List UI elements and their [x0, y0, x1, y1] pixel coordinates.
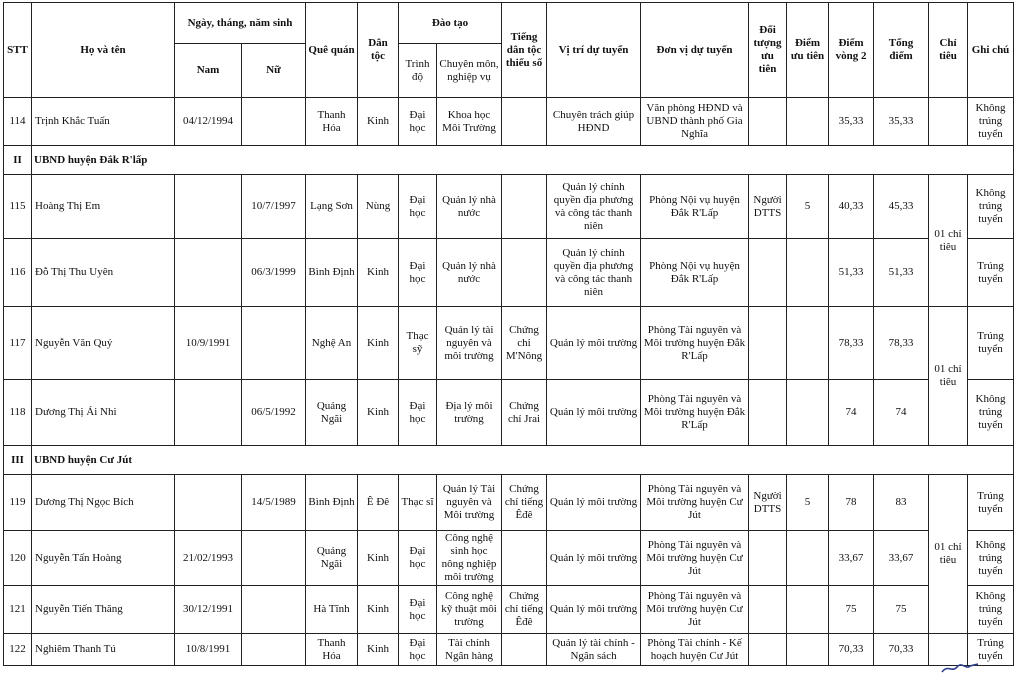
- cell-male: [175, 475, 242, 531]
- header-note: Ghi chú: [968, 3, 1014, 98]
- cell-name: Nguyễn Tiến Thăng: [32, 586, 175, 634]
- header-dob: Ngày, tháng, năm sinh: [175, 3, 306, 44]
- cell-stt: 119: [4, 475, 32, 531]
- cell-position: Quản lý môi trường: [547, 475, 641, 531]
- cell-ethnic: Kinh: [358, 98, 399, 146]
- cell-position: Quản lý môi trường: [547, 380, 641, 446]
- cell-note: Trúng tuyển: [968, 307, 1014, 380]
- cell-male: 10/9/1991: [175, 307, 242, 380]
- cell-unit: Phòng Tài nguyên và Môi trường huyện Cư Jút: [641, 531, 749, 586]
- cell-level: Thạc sĩ: [399, 475, 437, 531]
- cell-total: 83: [874, 475, 929, 531]
- section-title: UBND huyện Cư Jút: [32, 446, 1014, 475]
- cell-male: 30/12/1991: [175, 586, 242, 634]
- cell-stt: 117: [4, 307, 32, 380]
- cell-priority-score: [787, 531, 829, 586]
- header-unit: Đơn vị dự tuyển: [641, 3, 749, 98]
- cell-unit: Văn phòng HĐND và UBND thành phố Gia Nghĩa: [641, 98, 749, 146]
- cell-male: 04/12/1994: [175, 98, 242, 146]
- section-title: UBND huyện Đắk R'lấp: [32, 146, 1014, 175]
- cell-major: Quản lý Tài nguyên và Môi trường: [437, 475, 502, 531]
- cell-ethnic: Ê Đê: [358, 475, 399, 531]
- cell-round2: 74: [829, 380, 874, 446]
- table-row: [4, 98, 1014, 146]
- cell-quota: [929, 98, 968, 146]
- cell-stt: 115: [4, 175, 32, 239]
- cell-major: Quản lý nhà nước: [437, 239, 502, 307]
- cell-note: Trúng tuyển: [968, 239, 1014, 307]
- cell-position: Quản lý chính quyền địa phương và công tác thanh niên: [547, 239, 641, 307]
- section-row: [4, 446, 1014, 475]
- cell-note: Không trúng tuyển: [968, 175, 1014, 239]
- cell-female: 14/5/1989: [242, 475, 306, 531]
- cell-stt: 121: [4, 586, 32, 634]
- table-row: [4, 175, 1014, 239]
- cell-ethnic: Kinh: [358, 531, 399, 586]
- cell-lang: [502, 239, 547, 307]
- cell-female: [242, 307, 306, 380]
- cell-female: [242, 531, 306, 586]
- cell-major: Quản lý nhà nước: [437, 175, 502, 239]
- cell-stt: 118: [4, 380, 32, 446]
- cell-major: Tài chính Ngân hàng: [437, 634, 502, 666]
- cell-name: Nguyễn Văn Quý: [32, 307, 175, 380]
- cell-level: Thạc sỹ: [399, 307, 437, 380]
- header-quota: Chỉ tiêu: [929, 3, 968, 98]
- cell-unit: Phòng Nội vụ huyện Đắk R'Lấp: [641, 239, 749, 307]
- cell-major: Quản lý tài nguyên và môi trường: [437, 307, 502, 380]
- cell-lang: [502, 634, 547, 666]
- table-row: [4, 307, 1014, 380]
- cell-priority-group: [749, 307, 787, 380]
- cell-priority-score: [787, 634, 829, 666]
- header-hometown: Quê quán: [306, 3, 358, 98]
- cell-lang: [502, 175, 547, 239]
- cell-note: Không trúng tuyển: [968, 586, 1014, 634]
- cell-total: 45,33: [874, 175, 929, 239]
- cell-note: Không trúng tuyển: [968, 380, 1014, 446]
- cell-position: Chuyên trách giúp HĐND: [547, 98, 641, 146]
- cell-ethnic: Kinh: [358, 586, 399, 634]
- cell-hometown: Lạng Sơn: [306, 175, 358, 239]
- header-female: Nữ: [242, 44, 306, 98]
- cell-lang: [502, 531, 547, 586]
- cell-priority-score: [787, 586, 829, 634]
- cell-priority-score: [787, 307, 829, 380]
- cell-priority-score: [787, 380, 829, 446]
- header-ethnic: Dân tộc: [358, 3, 399, 98]
- cell-note: Không trúng tuyển: [968, 531, 1014, 586]
- cell-male: [175, 380, 242, 446]
- cell-total: 33,67: [874, 531, 929, 586]
- cell-note: Trúng tuyển: [968, 634, 1014, 666]
- cell-priority-score: [787, 239, 829, 307]
- cell-unit: Phòng Tài nguyên và Môi trường huyện Đắk R'Lấp: [641, 307, 749, 380]
- cell-position: Quản lý tài chính - Ngân sách: [547, 634, 641, 666]
- cell-note: Trúng tuyển: [968, 475, 1014, 531]
- cell-name: Hoàng Thị Em: [32, 175, 175, 239]
- cell-level: Đại học: [399, 239, 437, 307]
- cell-major: Công nghệ kỹ thuật môi trường: [437, 586, 502, 634]
- cell-lang: Chứng chỉ Jrai: [502, 380, 547, 446]
- cell-female: [242, 98, 306, 146]
- cell-round2: 51,33: [829, 239, 874, 307]
- cell-round2: 78,33: [829, 307, 874, 380]
- header-stt: STT: [4, 3, 32, 98]
- cell-male: [175, 239, 242, 307]
- cell-female: [242, 634, 306, 666]
- cell-level: Đại học: [399, 586, 437, 634]
- header-priority-group: Đối tượng ưu tiên: [749, 3, 787, 98]
- cell-position: Quản lý môi trường: [547, 531, 641, 586]
- cell-unit: Phòng Tài nguyên và Môi trường huyện Cư Jút: [641, 475, 749, 531]
- header-level: Trình độ: [399, 44, 437, 98]
- cell-priority-score: 5: [787, 475, 829, 531]
- cell-quota: 01 chỉ tiêu: [929, 475, 968, 634]
- cell-lang: Chứng chỉ tiếng Êđê: [502, 586, 547, 634]
- table-row: [4, 380, 1014, 446]
- cell-hometown: Bình Định: [306, 475, 358, 531]
- cell-ethnic: Nùng: [358, 175, 399, 239]
- cell-name: Dương Thị Ngọc Bích: [32, 475, 175, 531]
- cell-lang: Chứng chỉ tiếng Êđê: [502, 475, 547, 531]
- cell-male: 10/8/1991: [175, 634, 242, 666]
- cell-major: Địa lý môi trường: [437, 380, 502, 446]
- cell-level: Đại học: [399, 634, 437, 666]
- cell-position: Quản lý môi trường: [547, 586, 641, 634]
- cell-priority-group: [749, 586, 787, 634]
- header-name: Họ và tên: [32, 3, 175, 98]
- cell-unit: Phòng Tài chính - Kế hoạch huyện Cư Jút: [641, 634, 749, 666]
- cell-round2: 70,33: [829, 634, 874, 666]
- cell-female: 06/3/1999: [242, 239, 306, 307]
- cell-round2: 78: [829, 475, 874, 531]
- cell-round2: 35,33: [829, 98, 874, 146]
- cell-female: 06/5/1992: [242, 380, 306, 446]
- cell-round2: 75: [829, 586, 874, 634]
- cell-hometown: Thanh Hóa: [306, 634, 358, 666]
- cell-name: Dương Thị Ái Nhi: [32, 380, 175, 446]
- cell-level: Đại học: [399, 380, 437, 446]
- cell-total: 51,33: [874, 239, 929, 307]
- header-male: Nam: [175, 44, 242, 98]
- cell-quota: 01 chỉ tiêu: [929, 175, 968, 307]
- cell-priority-score: 5: [787, 175, 829, 239]
- cell-hometown: Thanh Hóa: [306, 98, 358, 146]
- cell-name: Trịnh Khắc Tuấn: [32, 98, 175, 146]
- cell-stt: 114: [4, 98, 32, 146]
- cell-female: 10/7/1997: [242, 175, 306, 239]
- table-row: [4, 586, 1014, 634]
- cell-priority-group: [749, 634, 787, 666]
- section-row: [4, 146, 1014, 175]
- cell-lang: [502, 98, 547, 146]
- cell-ethnic: Kinh: [358, 239, 399, 307]
- cell-name: Nghiêm Thanh Tú: [32, 634, 175, 666]
- header-training: Đào tạo: [399, 3, 502, 44]
- cell-major: Khoa học Môi Trường: [437, 98, 502, 146]
- cell-level: Đại học: [399, 98, 437, 146]
- cell-male: [175, 175, 242, 239]
- cell-total: 75: [874, 586, 929, 634]
- cell-hometown: Quảng Ngãi: [306, 531, 358, 586]
- cell-ethnic: Kinh: [358, 634, 399, 666]
- cell-priority-group: Người DTTS: [749, 175, 787, 239]
- header-position: Vị trí dự tuyển: [547, 3, 641, 98]
- cell-ethnic: Kinh: [358, 307, 399, 380]
- cell-hometown: Nghệ An: [306, 307, 358, 380]
- section-number: III: [4, 446, 32, 475]
- results-table: [3, 2, 1014, 666]
- header-row-1: [4, 3, 1014, 44]
- cell-stt: 122: [4, 634, 32, 666]
- table-row: [4, 239, 1014, 307]
- cell-name: Đỗ Thị Thu Uyên: [32, 239, 175, 307]
- cell-unit: Phòng Nội vụ huyện Đắk R'Lấp: [641, 175, 749, 239]
- cell-unit: Phòng Tài nguyên và Môi trường huyện Đắk R'Lấp: [641, 380, 749, 446]
- table-row: [4, 531, 1014, 586]
- signature-mark: [940, 661, 980, 675]
- cell-female: [242, 586, 306, 634]
- cell-total: 78,33: [874, 307, 929, 380]
- cell-major: Công nghệ sinh học nông nghiệp môi trường: [437, 531, 502, 586]
- cell-round2: 33,67: [829, 531, 874, 586]
- cell-quota: 01 chỉ tiêu: [929, 307, 968, 446]
- header-priority-score: Điểm ưu tiên: [787, 3, 829, 98]
- cell-note: Không trúng tuyển: [968, 98, 1014, 146]
- cell-unit: Phòng Tài nguyên và Môi trường huyện Cư Jút: [641, 586, 749, 634]
- header-total: Tổng điểm: [874, 3, 929, 98]
- cell-total: 74: [874, 380, 929, 446]
- table-row: [4, 475, 1014, 531]
- table-row: [4, 634, 1014, 666]
- cell-priority-score: [787, 98, 829, 146]
- cell-priority-group: [749, 98, 787, 146]
- cell-priority-group: [749, 531, 787, 586]
- cell-position: Quản lý môi trường: [547, 307, 641, 380]
- cell-level: Đại học: [399, 175, 437, 239]
- header-minority-lang: Tiếng dân tộc thiểu số: [502, 3, 547, 98]
- cell-round2: 40,33: [829, 175, 874, 239]
- header-major: Chuyên môn, nghiệp vụ: [437, 44, 502, 98]
- cell-stt: 116: [4, 239, 32, 307]
- cell-level: Đại học: [399, 531, 437, 586]
- cell-total: 70,33: [874, 634, 929, 666]
- cell-hometown: Quảng Ngãi: [306, 380, 358, 446]
- cell-ethnic: Kinh: [358, 380, 399, 446]
- cell-hometown: Hà Tĩnh: [306, 586, 358, 634]
- cell-male: 21/02/1993: [175, 531, 242, 586]
- cell-total: 35,33: [874, 98, 929, 146]
- section-number: II: [4, 146, 32, 175]
- cell-lang: Chứng chỉ M'Nông: [502, 307, 547, 380]
- cell-position: Quản lý chính quyền địa phương và công tác thanh niên: [547, 175, 641, 239]
- cell-priority-group: [749, 380, 787, 446]
- cell-priority-group: Người DTTS: [749, 475, 787, 531]
- cell-name: Nguyễn Tấn Hoàng: [32, 531, 175, 586]
- header-round2: Điểm vòng 2: [829, 3, 874, 98]
- cell-stt: 120: [4, 531, 32, 586]
- cell-priority-group: [749, 239, 787, 307]
- cell-hometown: Bình Định: [306, 239, 358, 307]
